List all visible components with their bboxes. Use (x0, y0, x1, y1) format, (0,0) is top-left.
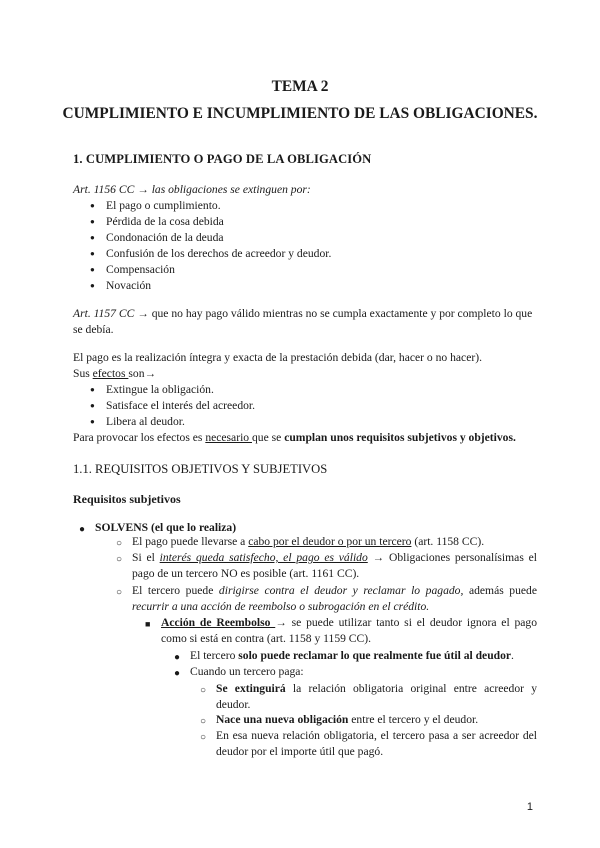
provocar-bold: cumplan unos requisitos subjetivos y objetivos. (284, 430, 516, 444)
extincion-item: ● Pérdida de la cosa debida (73, 214, 535, 230)
provocar-underlined: necesario (205, 430, 252, 444)
reembolso-item-1: El tercero solo puede reclamar lo que realmente fue útil al deudor. (190, 649, 514, 662)
extincion-item: ● Novación (73, 278, 535, 294)
solvens-heading: SOLVENS (el que lo realiza) (95, 521, 237, 534)
bullet-filled: ● (174, 668, 181, 679)
efectos-item: ● Libera al deudor. (73, 414, 535, 430)
extincion-item: ● Confusión de los derechos de acreedor y deudor. (73, 246, 535, 262)
efectos-item: ● Satisface el interés del acreedor. (73, 398, 535, 414)
pago-block (73, 350, 535, 446)
tema-heading: TEMA 2 (271, 78, 329, 95)
requisitos-subjetivos-heading: Requisitos subjetivos (73, 492, 181, 506)
bullet-open: ○ (116, 538, 123, 549)
reembolso-item-2: Cuando un tercero paga: (190, 665, 304, 678)
efectos-line (73, 366, 535, 382)
art-1156: Art. 1156 CC → las obligaciones se extinguen por: (73, 183, 311, 196)
section-heading-1: 1. CUMPLIMIENTO O PAGO DE LA OBLIGACIÓN (73, 152, 372, 166)
bullet-open: ○ (200, 685, 207, 696)
tercero-item-3: En esa nueva relación obligatoria, el tercero pasa a ser acreedor del deudor por el importe útil que pagó. (216, 729, 537, 758)
efectos-list (73, 382, 535, 430)
bullet-open: ○ (116, 554, 123, 565)
solvens-item-2: Si el interés queda satisfecho, el pago es válido → Obligaciones personalísimas el pago de un tercero NO es posible (art. 1161 CC). (132, 551, 537, 580)
solvens-item-3: El tercero puede dirigirse contra el deudor y reclamar lo pagado, además puede recurrir a una acción de reembolso o subrogación en el crédito. (132, 584, 537, 613)
provocar-text-2: que se (251, 430, 285, 444)
extincion-list (73, 198, 535, 294)
provocar-paragraph (73, 430, 535, 446)
efectos-item: ● Extingue la obligación. (73, 382, 535, 398)
bullet-open: ○ (200, 732, 207, 743)
efectos-post: son→ (128, 366, 157, 380)
efectos-underlined: efectos (92, 366, 129, 380)
bullet-filled: ● (174, 652, 181, 663)
extincion-item: ● El pago o cumplimiento. (73, 198, 535, 214)
tercero-item-1: Se extinguirá la relación obligatoria original entre acreedor y deudor. (216, 682, 537, 711)
solvens-item-1: El pago puede llevarse a cabo por el deudor o por un tercero (art. 1158 CC). (132, 535, 485, 548)
efectos-pre: Sus (73, 366, 93, 380)
main-title: CUMPLIMIENTO E INCUMPLIMIENTO DE LAS OBLIGACIONES. (62, 105, 538, 122)
provocar-text-1: Para provocar los efectos es (73, 430, 206, 444)
accion-reembolso-item: Acción de Reembolso → se puede utilizar tanto si el deudor ignora el pago como si está en contra (art. 1158 y 1159 CC). (161, 616, 537, 645)
art-1156-block (73, 182, 535, 294)
bullet-square: ■ (145, 619, 151, 629)
extincion-item: ● Compensación (73, 262, 535, 278)
tercero-item-2: Nace una nueva obligación entre el tercero y el deudor. (216, 713, 479, 726)
art-1157-paragraph (73, 306, 535, 338)
art-1157-ref: Art. 1157 CC (73, 307, 135, 320)
bullet-open: ○ (200, 716, 207, 727)
bullet-filled: ● (79, 524, 86, 535)
extincion-item: ● Condonación de la deuda (73, 230, 535, 246)
bullet-open: ○ (116, 587, 123, 598)
page-number: 1 (526, 801, 533, 813)
pago-definicion: El pago es la realización íntegra y exacta de la prestación debida (dar, hacer o no hacer). (73, 351, 482, 364)
section-heading-1-1: 1.1. REQUISITOS OBJETIVOS Y SUBJETIVOS (73, 462, 328, 476)
art-1157-text: → que no hay pago válido mientras no se cumpla exactamente y por completo lo que se debía. (73, 307, 533, 336)
